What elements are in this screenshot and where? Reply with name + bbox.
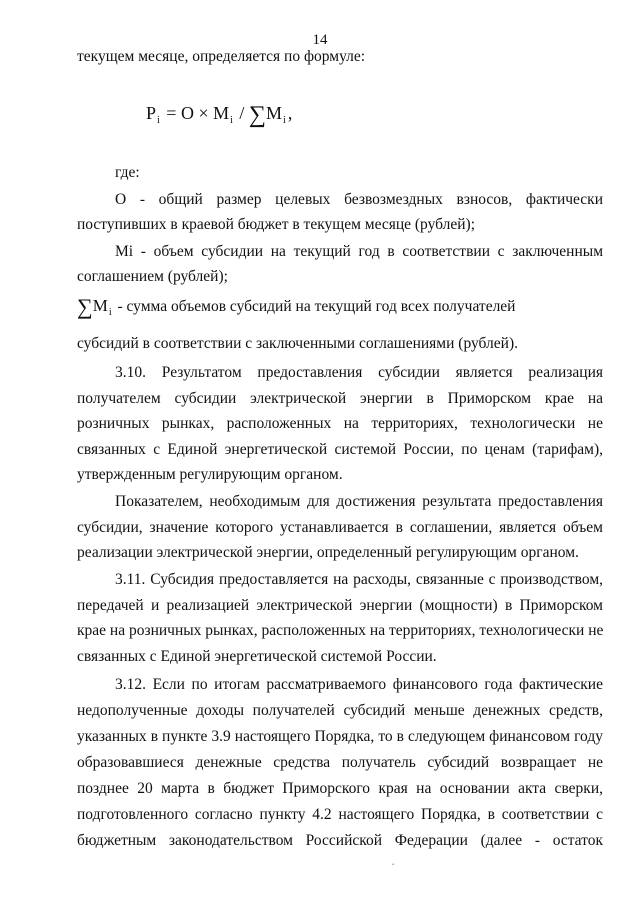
intro-line: текущем месяце, определяется по формуле:: [77, 48, 366, 65]
p311-line: передачей и реализацией электрической энергии (мощности) в Приморском: [77, 597, 603, 614]
p311-line: 3.11. Субсидия предоставляется на расходы, связанные с производством,: [115, 571, 603, 588]
formula-equation: = O × M: [166, 103, 230, 123]
p312-line: указанных в пункте 3.9 настоящего Порядка, то в следующем финансовом году: [77, 728, 603, 745]
p311-line: связанных с Единой энергетической системой России.: [77, 648, 437, 665]
page-number: 14: [312, 32, 328, 48]
p312-line: подготовленного согласно пункту 4.2 настоящего Порядка, в соответствии с: [77, 806, 603, 823]
def-sum-text: - сумма объемов субсидий на текущий год всех получателей: [117, 298, 516, 315]
p310-line: получателем субсидии электрической энергии в Приморском крае на: [77, 390, 603, 407]
p310-line: связанных с Единой энергетической системой России, по ценам (тарифам),: [77, 441, 603, 458]
sum-symbol: [77, 294, 114, 319]
p312-line: бюджетным законодательством Российской Федерации (далее - остаток: [77, 832, 603, 849]
sum-sub-i: i: [108, 307, 112, 318]
formula-sub-i: i: [230, 115, 233, 126]
p312-line: позднее 20 марта в бюджет Приморского края на основании акта сверки,: [77, 780, 603, 797]
p312-line: недополученные доходы получателей субсидий меньше денежных средств,: [77, 702, 603, 719]
p310-line: розничных рынках, расположенных на территориях, технологически не: [77, 415, 603, 432]
def-mi-line: Mi - объем субсидии на текущий год в соответствии с заключенным: [115, 243, 603, 260]
formula-divide: /: [239, 103, 245, 123]
p310-line: 3.10. Результатом предоставления субсидии является реализация: [115, 364, 603, 381]
where-label: где:: [115, 164, 140, 181]
indicator-line: Показателем, необходимым для достижения результата предоставления: [115, 493, 603, 510]
formula-m: M: [266, 103, 283, 123]
p312-line: 3.12. Если по итогам рассматриваемого финансового года фактические: [115, 676, 603, 693]
formula-comma: ,: [287, 103, 293, 123]
sum-m: M: [92, 296, 108, 315]
def-o-line: поступивших в краевой бюджет в текущем месяце (рублей);: [77, 216, 476, 233]
p310-line: утвержденным регулирующим органом.: [77, 466, 343, 483]
sigma-symbol: ∑: [248, 102, 267, 128]
indicator-line: реализации электрической энергии, определенный регулирующим органом.: [77, 544, 579, 561]
indicator-line: субсидии, значение которого устанавливается в соглашении, является объем: [77, 519, 603, 536]
def-mi-line: соглашением (рублей);: [77, 268, 228, 285]
scan-marker: ʻ: [392, 862, 395, 870]
p312-line: образовавшиеся денежные средства получатель субсидий возвращает не: [77, 754, 603, 771]
formula: [146, 101, 292, 133]
sigma-symbol: ∑: [77, 294, 93, 319]
def-o-line: О - общий размер целевых безвозмездных взносов, фактически: [115, 191, 603, 208]
formula-sub-i: i: [283, 115, 286, 126]
def-sum-line: [77, 296, 603, 323]
p311-line: крае на розничных рынках, расположенных на территориях, технологически не: [77, 622, 604, 639]
formula-sub-i: i: [157, 115, 160, 126]
def-sum-line: субсидий в соответствии с заключенными соглашениями (рублей).: [77, 335, 518, 352]
formula-p: P: [146, 103, 157, 123]
